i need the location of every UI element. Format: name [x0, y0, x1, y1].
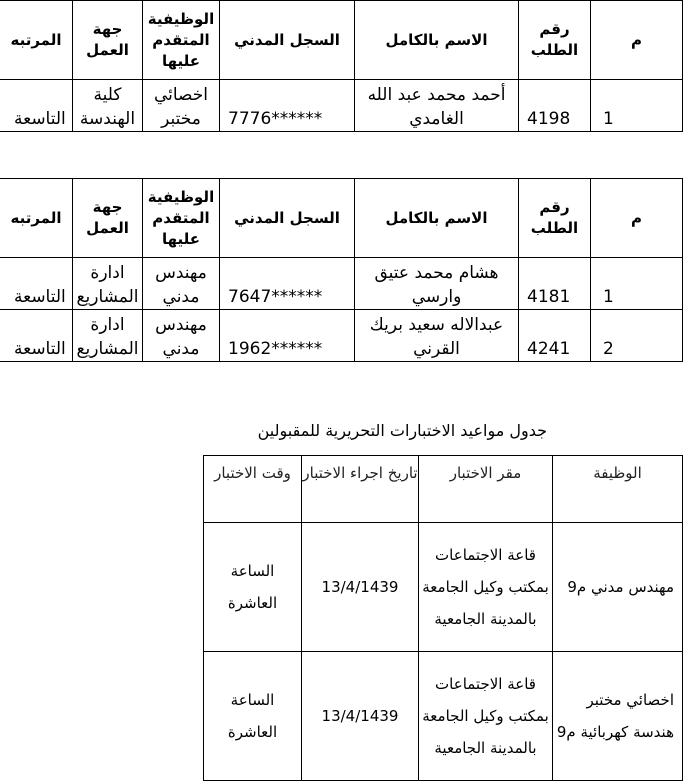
header-full-name: الاسم بالكامل [355, 179, 519, 258]
cell-request-number: 4181 [519, 258, 591, 310]
header-num: م [591, 179, 683, 258]
cell-exam-place: قاعة الاجتماعات بمكتب وكيل الجامعة بالمدينة الجامعية [419, 652, 553, 781]
header-job: الوظيفة [553, 456, 683, 523]
header-civil-id: السجل المدني [220, 1, 355, 80]
cell-job: مهندس مدني م9 [553, 523, 683, 652]
table-row [0, 80, 683, 132]
cell-exam-date: 13/4/1439 [302, 652, 419, 781]
cell-request-number: 4241 [519, 310, 591, 362]
table-row [0, 310, 683, 362]
header-rank: المرتبه [0, 179, 73, 258]
candidates-table-2 [0, 178, 683, 362]
header-job: الوظيفية المتقدم عليها [143, 179, 220, 258]
cell-workplace: كلية الهندسة [73, 80, 143, 132]
header-exam-date: تاريخ اجراء الاختبار [302, 456, 419, 523]
cell-request-number: 4198 [519, 80, 591, 132]
candidates-table-1 [0, 0, 683, 132]
cell-rank: التاسعة [0, 80, 73, 132]
header-workplace: جهة العمل [73, 179, 143, 258]
table-header-row [0, 179, 683, 258]
header-request-number: رقم الطلب [519, 179, 591, 258]
header-full-name: الاسم بالكامل [355, 1, 519, 80]
header-rank: المرتبه [0, 1, 73, 80]
cell-exam-time: الساعة العاشرة [204, 652, 302, 781]
cell-full-name: عبدالاله سعيد بريك القرني [355, 310, 519, 362]
table-header-row [204, 456, 683, 523]
cell-job: مهندس مدني [143, 258, 220, 310]
cell-civil-id: ******7776 [220, 80, 355, 132]
cell-job: مهندس مدني [143, 310, 220, 362]
header-exam-time: وقت الاختبار [204, 456, 302, 523]
cell-num: 1 [591, 258, 683, 310]
table-row [204, 652, 683, 781]
cell-full-name: هشام محمد عتيق وارسي [355, 258, 519, 310]
exam-schedule-table [203, 455, 683, 781]
table-header-row [0, 1, 683, 80]
header-exam-place: مقر الاختبار [419, 456, 553, 523]
header-request-number: رقم الطلب [519, 1, 591, 80]
cell-rank: التاسعة [0, 258, 73, 310]
cell-job: اخصائي مختبر هندسة كهربائية م9 [553, 652, 683, 781]
cell-exam-date: 13/4/1439 [302, 523, 419, 652]
cell-job: اخصائي مختبر [143, 80, 220, 132]
header-job: الوظيفية المتقدم عليها [143, 1, 220, 80]
schedule-title: جدول مواعيد الاختبارات التحريرية للمقبولين [257, 421, 547, 440]
cell-exam-time: الساعة العاشرة [204, 523, 302, 652]
cell-rank: التاسعة [0, 310, 73, 362]
cell-num: 1 [591, 80, 683, 132]
header-workplace: جهة العمل [73, 1, 143, 80]
cell-full-name: أحمد محمد عبد الله الغامدي [355, 80, 519, 132]
cell-exam-place: قاعة الاجتماعات بمكتب وكيل الجامعة بالمدينة الجامعية [419, 523, 553, 652]
header-num: م [591, 1, 683, 80]
table-row [0, 258, 683, 310]
table-row [204, 523, 683, 652]
cell-workplace: ادارة المشاريع [73, 258, 143, 310]
header-civil-id: السجل المدني [220, 179, 355, 258]
cell-civil-id: ******1962 [220, 310, 355, 362]
cell-workplace: ادارة المشاريع [73, 310, 143, 362]
cell-num: 2 [591, 310, 683, 362]
cell-civil-id: ******7647 [220, 258, 355, 310]
